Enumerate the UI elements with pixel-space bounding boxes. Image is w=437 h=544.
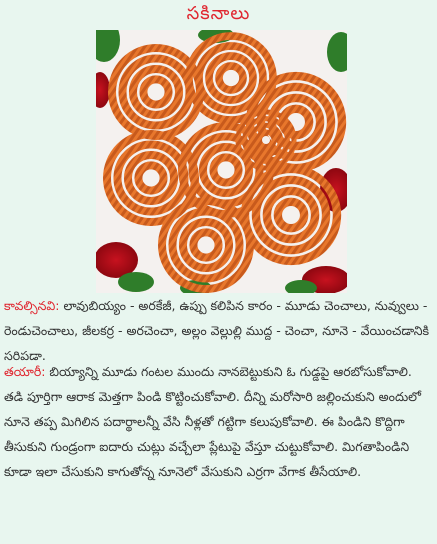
sakinalu-spiral [162,201,250,289]
sakinalu-spiral [238,112,294,168]
method-label: తయారీ: [4,364,46,379]
recipe-photo [96,30,347,293]
method-section [4,359,433,484]
ingredients-text: లావుబియ్యం - అరకేజీ, ఉప్పు కలిపిన కారం - మూడు చెంచాలు, నువ్వులు - రెండుచెంచాలు, జీలకర్ర - అరచెంచా, అల్లం వెల్లుల్లి ముద్ద - చెంచా, నూనె - వేయించడానికి సరిపడా. [4,298,430,363]
sakinalu-spiral [112,48,200,136]
sakinalu-spiral [245,169,337,261]
method-text: బియ్యాన్ని మూడు గంటల ముందు నానబెట్టుకుని ఓ గుడ్డపై ఆరబోసుకోవాలి. తడి పూర్తిగా ఆరాక మెత్తగా పిండి కొట్టించుకోవాలి. దీన్ని మరోసారి జల్లించుకుని అందులో నూనె తప్ప మిగిలిన పదార్థాలన్నీ వేసి నీళ్లతో గట్టిగా కలుపుకోవాలి. ఈ పిండిని కొద్దిగా తీసుకుని గుండ్రంగా ఐదారు చుట్లు వచ్చేలా ప్లేటుపై వేస్తూ చుట్టుకోవాలి. మిగతాపిండిని కూడా ఇలా చేసుకుని కాగుతోన్న నూనెలో వేసుకుని ఎర్రగా వేగాక తీసేయాలి. [4,364,422,479]
recipe-title: సకినాలు [186,3,251,24]
ingredients-section [4,293,433,368]
ingredients-label: కావల్సినవి: [4,298,60,313]
